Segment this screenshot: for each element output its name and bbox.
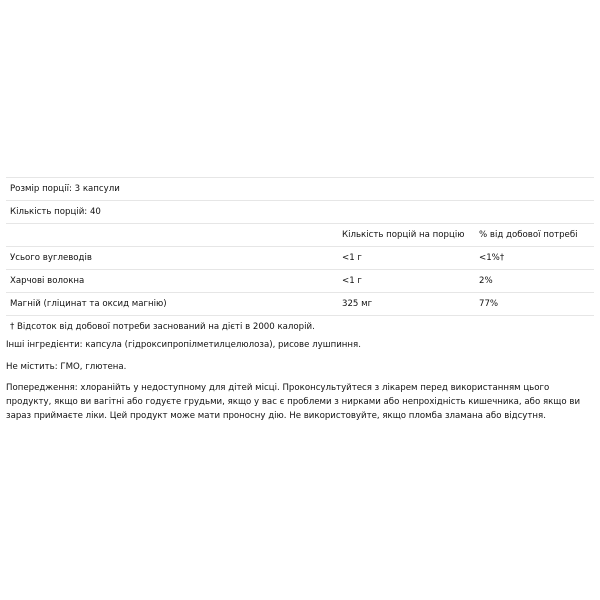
free-from-text: ГМО, глютена.	[60, 362, 127, 372]
nutrient-name: Харчові волокна	[10, 276, 85, 286]
servings-count-row	[6, 200, 594, 223]
nutrient-amount: <1 г	[342, 276, 362, 286]
warning	[6, 381, 594, 423]
free-from	[6, 360, 594, 374]
table-row	[6, 269, 594, 292]
nutrient-name: Магній (гліцинат та оксид магнію)	[10, 299, 167, 309]
other-ingredients-label: Інші інгредієнти:	[6, 340, 83, 350]
table-row	[6, 246, 594, 269]
other-ingredients	[6, 338, 594, 352]
serving-size-label: Розмір порції:	[10, 184, 72, 194]
nutrient-daily-value: <1%†	[479, 253, 505, 263]
daily-value-footnote: † Відсоток від добової потреби заснований на дієті в 2000 калорій.	[10, 322, 315, 332]
nutrient-name: Усього вуглеводів	[10, 253, 92, 263]
nutrient-amount: 325 мг	[342, 299, 373, 309]
servings-count-label: Кількість порцій:	[10, 207, 88, 217]
warning-line-2: продукту, якщо ви вагітні або годуєте грудьми, якщо у вас є проблеми з нирками або непрохідність кишечника, або якщо ви	[6, 397, 581, 407]
warning-label: Попередження:	[6, 383, 78, 393]
nutrient-daily-value: 2%	[479, 276, 493, 286]
nutrient-amount: <1 г	[342, 253, 362, 263]
column-header-daily-value: % від добової потребі	[479, 230, 578, 240]
table-row	[6, 292, 594, 316]
serving-size-row	[6, 177, 594, 200]
warning-line-3: зараз приймаєте ліки. Цей продукт може мати проносну дію. Не використовуйте, якщо пломба зламана або відсутня.	[6, 411, 546, 421]
supplement-facts-table	[6, 177, 594, 338]
warning-line-1: хлоранійть у недоступному для дітей місці. Проконсультуйтеся з лікарем перед використанням цього	[80, 383, 550, 393]
free-from-label: Не містить:	[6, 362, 58, 372]
nutrient-daily-value: 77%	[479, 299, 499, 309]
table-header-row	[6, 223, 594, 246]
other-ingredients-text: капсула (гідроксипропілметилцелюлоза), рисове лушпиння.	[85, 340, 361, 350]
servings-count-value: 40	[89, 207, 101, 217]
column-header-amount: Кількість порцій на порцію	[342, 230, 465, 240]
serving-size-value: 3 капсули	[74, 184, 120, 194]
